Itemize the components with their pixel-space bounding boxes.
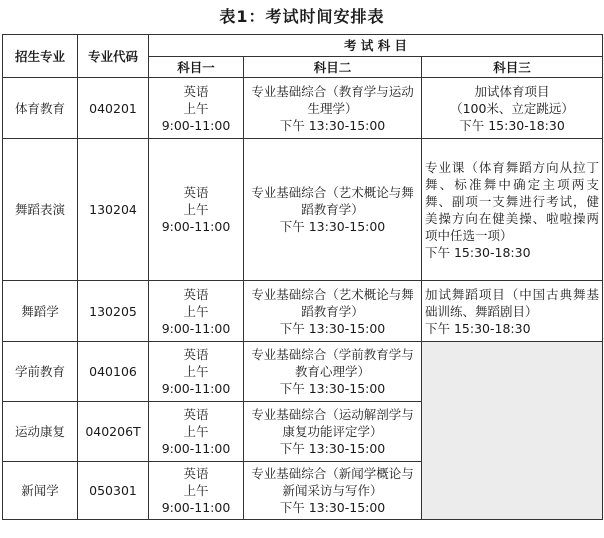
s1-time: 9:00-11:00 bbox=[161, 117, 231, 133]
cell-subject-2 bbox=[244, 342, 422, 402]
cell-major: 舞蹈表演 bbox=[3, 139, 78, 281]
cell-code: 040206T bbox=[78, 402, 149, 462]
cell-subject-3 bbox=[422, 78, 603, 139]
s2-name: 专业基础综合（艺术概论与舞蹈教育学） bbox=[251, 185, 414, 217]
cell-subject-1 bbox=[149, 402, 244, 462]
cell-subject-2 bbox=[244, 281, 422, 342]
header-subject-3: 科目三 bbox=[422, 57, 603, 78]
s1-period: 上午 bbox=[183, 202, 209, 217]
cell-major: 运动康复 bbox=[3, 402, 78, 462]
s3-line: 加试体育项目 bbox=[474, 83, 550, 99]
s1-period: 上午 bbox=[183, 100, 209, 116]
s3-time: 下午 15:30-18:30 bbox=[459, 117, 565, 133]
s1-name: 英语 bbox=[183, 83, 209, 99]
header-subject-1: 科目一 bbox=[149, 57, 244, 78]
s2-time: 下午 13:30-15:00 bbox=[279, 117, 386, 133]
s3-desc: 加试舞蹈项目（中国古典舞基础训练、舞蹈剧目） bbox=[425, 286, 600, 319]
s1-name: 英语 bbox=[183, 286, 209, 302]
s1-time: 9:00-11:00 bbox=[161, 500, 231, 515]
s1-period: 上午 bbox=[183, 364, 209, 379]
cell-code: 040106 bbox=[78, 342, 149, 402]
table-row bbox=[3, 342, 603, 402]
s1-name: 英语 bbox=[183, 466, 209, 481]
s2-name: 专业基础综合（艺术概论与舞蹈教育学） bbox=[251, 286, 414, 319]
cell-subject-3 bbox=[422, 281, 603, 342]
cell-subject-1 bbox=[149, 462, 244, 520]
header-subjects: 考 试 科 目 bbox=[149, 35, 603, 57]
s2-time: 下午 13:30-15:00 bbox=[279, 500, 386, 515]
s3-desc: 专业课（体育舞蹈方向从拉丁舞、标准舞中确定主项两支舞、副项一支舞进行考试，健美操方向在健美操、啦啦操两项中任选一项） bbox=[425, 159, 600, 243]
s3-time: 下午 15:30-18:30 bbox=[425, 244, 531, 260]
cell-subject-1 bbox=[149, 139, 244, 281]
header-major: 招生专业 bbox=[3, 35, 78, 78]
s1-period: 上午 bbox=[183, 424, 209, 439]
cell-subject-2 bbox=[244, 462, 422, 520]
s3-line: （100米、立定跳远） bbox=[450, 100, 574, 116]
cell-code: 040201 bbox=[78, 78, 149, 139]
cell-subject-2 bbox=[244, 402, 422, 462]
s1-time: 9:00-11:00 bbox=[161, 219, 231, 234]
cell-subject-1 bbox=[149, 342, 244, 402]
s1-name: 英语 bbox=[183, 347, 209, 362]
cell-code: 130205 bbox=[78, 281, 149, 342]
s2-name: 专业基础综合（新闻学概论与新闻采访与写作） bbox=[251, 466, 414, 498]
table-row bbox=[3, 281, 603, 342]
s2-name: 专业基础综合（学前教育学与教育心理学） bbox=[251, 347, 414, 379]
s1-period: 上午 bbox=[183, 483, 209, 498]
header-subject-2: 科目二 bbox=[244, 57, 422, 78]
s1-time: 9:00-11:00 bbox=[161, 381, 231, 396]
s1-time: 9:00-11:00 bbox=[161, 320, 231, 336]
cell-subject-1 bbox=[149, 281, 244, 342]
s2-time: 下午 13:30-15:00 bbox=[279, 219, 386, 234]
s2-time: 下午 13:30-15:00 bbox=[279, 381, 386, 396]
s2-time: 下午 13:30-15:00 bbox=[279, 441, 386, 456]
cell-subject-1 bbox=[149, 78, 244, 139]
cell-subject-2 bbox=[244, 78, 422, 139]
exam-schedule-table bbox=[2, 34, 603, 520]
table-row bbox=[3, 139, 603, 281]
cell-major: 新闻学 bbox=[3, 462, 78, 520]
s1-name: 英语 bbox=[183, 407, 209, 422]
cell-major: 舞蹈学 bbox=[3, 281, 78, 342]
cell-code: 130204 bbox=[78, 139, 149, 281]
s1-time: 9:00-11:00 bbox=[161, 441, 231, 456]
cell-subject-3 bbox=[422, 139, 603, 281]
cell-subject-2 bbox=[244, 139, 422, 281]
s2-name: 专业基础综合（教育学与运动生理学） bbox=[251, 83, 414, 116]
s2-time: 下午 13:30-15:00 bbox=[279, 320, 386, 336]
table-row bbox=[3, 78, 603, 139]
s1-name: 英语 bbox=[183, 185, 209, 200]
s2-name: 专业基础综合（运动解剖学与康复功能评定学） bbox=[251, 407, 414, 439]
s1-period: 上午 bbox=[183, 303, 209, 319]
header-code: 专业代码 bbox=[78, 35, 149, 78]
cell-major: 体育教育 bbox=[3, 78, 78, 139]
table-caption: 表1：考试时间安排表 bbox=[219, 7, 385, 26]
cell-major: 学前教育 bbox=[3, 342, 78, 402]
cell-subject-3-empty bbox=[422, 342, 603, 520]
cell-code: 050301 bbox=[78, 462, 149, 520]
s3-time: 下午 15:30-18:30 bbox=[425, 320, 531, 336]
